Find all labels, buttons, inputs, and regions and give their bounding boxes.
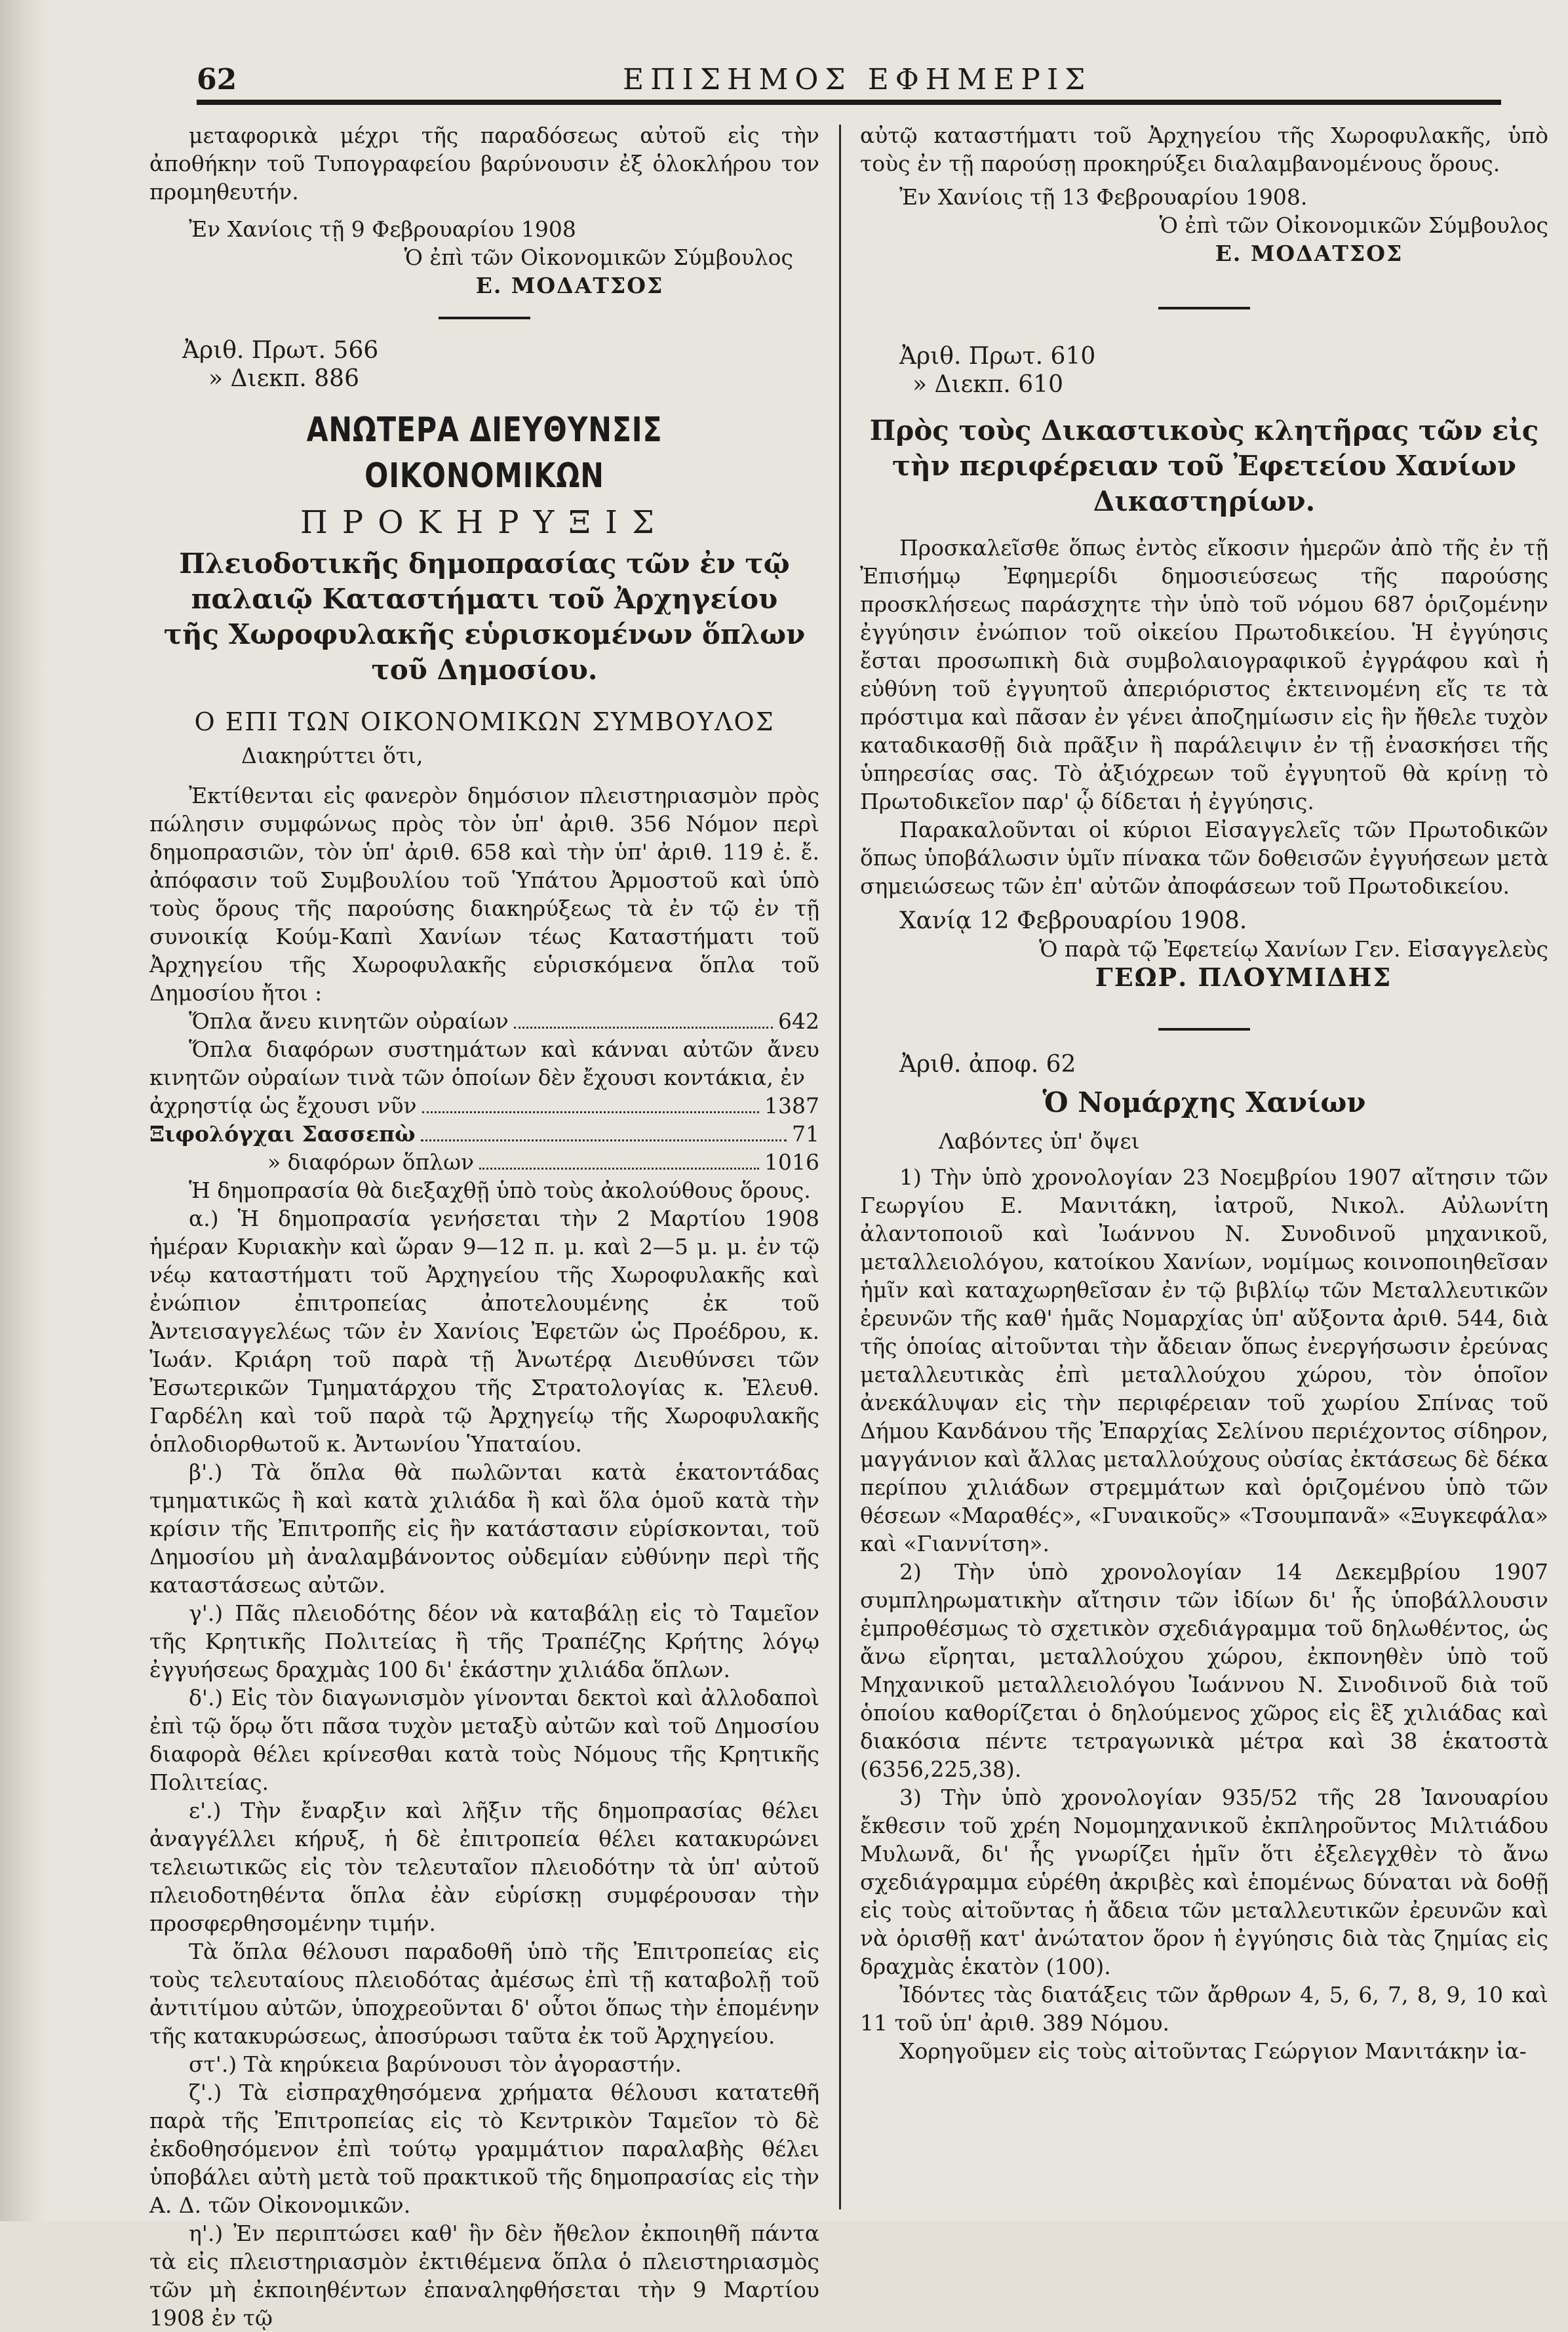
item-label: Ξιφολόγχαι Σασσεπὼ [149, 1121, 416, 1147]
authority-heading: ΑΝΩΤΕΡΑ ΔΙΕΥΘΥΝΣΙΣ ΟΙΚΟΝΟΜΙΚΩΝ [306, 410, 663, 496]
auction-paragraph-1: Ἐκτίθενται εἰς φανερὸν δημόσιον πλειστηριασμὸν πρὸς πώλησιν συμφώνως πρὸς τὸν ὑπ' ἀριθ. 356 Νόμον περὶ δημοπρασιῶν, τὸν ὑπ' ἀριθ. 658 καὶ τὴν ὑπ' ἀριθ. 119 ἐ. ἔ. ἀπόφασιν τοῦ Συμβουλίου τοῦ Ὑπάτου Ἀρμοστοῦ καὶ ὑπὸ τοὺς ὅρους τῆς παρούσης διακηρύξεως τὰ ἐν τῷ ἐν τῇ συνοικίᾳ Κούμ-Καπὶ Χανίων τέως Καταστήματι τοῦ Ἀρχηγείου τῆς Χωροφυλακῆς εὑρισκόμενα ὅπλα τοῦ Δημοσίου ἤτοι : [149, 783, 819, 1006]
item-label: ἀχρηστίᾳ ὡς ἔχουσι νῦν [149, 1093, 417, 1118]
prefect-paragraph-5: Χορηγοῦμεν εἰς τοὺς αἰτοῦντας Γεώργιον Μανιτάκην ἰα- [899, 2038, 1527, 2064]
bailiffs-place-date: Χανίᾳ 12 Φεβρουαρίου 1908. [899, 907, 1247, 934]
condition-e: ε'.) Τὴν ἔναρξιν καὶ λῆξιν τῆς δημοπρασίας θέλει ἀναγγέλλει κήρυξ, ἡ δὲ ἐπιτροπεία θέλει κατακυρώνει τελειωτικῶς εἰς τὸν τελευταῖον πλειοδότην τὰ ὑπ' αὐτοῦ πλειοδοτηθέντα ὅπλα ἐὰν εὑρίσκῃ συμφέρουσαν τὴν προσφερθησομένην τιμήν. [149, 1798, 819, 1936]
having-regard: Λαβόντες ὑπ' ὄψει [939, 1128, 1140, 1154]
prosecutor-title: Ὁ παρὰ τῷ Ἐφετείῳ Χανίων Γεν. Εἰσαγγελεὺς [1039, 936, 1548, 962]
separator-rule [1158, 1028, 1250, 1031]
condition-z: ζ'.) Τὰ εἰσπραχθησόμενα χρήματα θέλουσι κατατεθῆ παρὰ τῆς Ἐπιτροπείας εἰς τὸ Κεντρικὸν Ταμεῖον τὸ δὲ ἐκδοθησόμενον ἐπὶ τούτῳ γραμμάτιον παραλαβὴς θέλει ὑποβάλει αὐτὴ μετὰ τοῦ πρακτικοῦ τῆς δημοπρασίας εἰς τὴν Α. Δ. τῶν Οἰκονομικῶν. [149, 2080, 819, 2218]
auction-subject: Πλειοδοτικῆς δημοπρασίας τῶν ἐν τῷ παλαιῷ Καταστήματι τοῦ Ἀρχηγείου τῆς Χωροφυλακῆς εὑρισκομένων ὅπλων τοῦ Δημοσίου. [163, 547, 806, 686]
separator-rule [439, 317, 530, 319]
left-column [149, 121, 819, 2332]
separator-rule [1158, 307, 1250, 309]
prefect-paragraph-3: 3) Τὴν ὑπὸ χρονολογίαν 935/52 τῆς 28 Ἰανουαρίου ἔκθεσιν τοῦ χρέη Νομομηχανικοῦ ἐκπληροῦντος Μιλτιάδου Μυλωνᾶ, δι' ἧς γνωρίζει ἡμῖν ὅτι ἐξελεγχθὲν τὸ ἄνω σχεδιάγραμμα εὑρέθη ἀκριβὲς καὶ ἑπομένως δύναται νὰ δοθῇ εἰς τοὺς αἰτοῦντας ἡ ἄδεια τῶν μεταλλευτικῶν ἐρευνῶν καὶ νὰ ὁρισθῇ κατ' ἀνώτατον ὅρον ἡ ἐγγύησις διὰ τὰς ζημίας εἰς δραχμὰς ἑκατὸν (100). [860, 1785, 1548, 1979]
item-row [149, 1092, 819, 1120]
item-row [149, 1148, 819, 1176]
item-description: Ὅπλα διαφόρων συστημάτων καὶ κάνναι αὐτῶν ἄνευ κινητῶν οὐραίων τινὰ τῶν ὁποίων δὲν ἔχουσι κοντάκια, ἐν [149, 1037, 819, 1090]
item-quantity: 1387 [764, 1093, 819, 1118]
condition-c: γ'.) Πᾶς πλειοδότης δέον νὰ καταβάλῃ εἰς τὸ Ταμεῖον τῆς Κρητικῆς Πολιτείας ἢ τῆς Τραπέζης Κρήτης λόγῳ ἐγγυήσεως δραχμὰς 100 δι' ἑκάστην χιλιάδα ὅπλων. [149, 1600, 819, 1682]
item-quantity: 642 [778, 1008, 819, 1034]
dispatch-number: » Διεκπ. 886 [208, 365, 359, 392]
left-place-date: Ἐν Χανίοις τῇ 9 Φεβρουαρίου 1908 [189, 216, 576, 242]
column-divider [839, 125, 841, 2209]
item-quantity: 1016 [764, 1149, 819, 1175]
condition-b: β'.) Τὰ ὅπλα θὰ πωλῶνται κατὰ ἑκατοντάδας τμηματικῶς ἢ καὶ κατὰ χιλιάδα ἢ καὶ ὅλα ὁμοῦ κατὰ τὴν κρίσιν τῆς Ἐπιτροπῆς εἰς ἣν κατάστασιν εὑρίσκονται, τοῦ Δημοσίου μὴ ἀναλαμβάνοντος οὐδεμίαν εὐθύνην περὶ τῆς καταστάσεως αὐτῶν. [149, 1459, 819, 1598]
condition-e-continued: Τὰ ὅπλα θέλουσι παραδοθῆ ὑπὸ τῆς Ἐπιτροπείας εἰς τοὺς τελευταίους πλειοδότας ἀμέσως ἐπὶ τῇ καταβολῇ τοῦ ἀντιτίμου αὐτῶν, ὑποχρεοῦνται δ' οὗτοι ὅπως τὴν ἑπομένην τῆς κατακυρώσεως, ἀποσύρωσι ταῦτα ἐκ τοῦ Ἀρχηγείου. [149, 1939, 819, 2049]
dispatch-number: » Διεκπ. 610 [912, 371, 1063, 398]
prosecutor-name: ΓΕΩΡ. ΠΛΟΥΜΙΔΗΣ [1095, 962, 1392, 992]
right-place-date: Ἐν Χανίοις τῇ 13 Φεβρουαρίου 1908. [899, 184, 1308, 210]
prefect-paragraph-2: 2) Τὴν ὑπὸ χρονολογίαν 14 Δεκεμβρίου 1907 συμπληρωματικὴν αἴτησιν τῶν ἰδίων δι' ἧς ὑποβάλλουσιν ἐμπροθέσμως τὸ σχετικὸν σχεδιάγραμμα τοῦ δηλωθέντος, ὡς ἄνω εἴρηται, μεταλλούχου χώρου, ἐκπονηθὲν ὑπὸ τοῦ Μηχανικοῦ μεταλλειολόγου Ἰωάννου Ν. Σινοδινοῦ διὰ τοῦ ὁποίου καθορίζεται ὁ δηλούμενος χῶρος εἰς ἓξ χιλιάδας καὶ διακόσια πέντε τετραγωνικὰ μέτρα καὶ 38 ἑκατοστὰ (6356,225,38). [860, 1559, 1548, 1782]
condition-st: στ'.) Τὰ κηρύκεια βαρύνουσι τὸν ἀγοραστήν. [189, 2051, 682, 2077]
notice-heading: ΠΡΟΚΗΡΥΞΙΣ [300, 504, 669, 541]
item-row [149, 1007, 819, 1035]
item-quantity: 71 [792, 1121, 819, 1147]
right-signature-name: Ε. ΜΟΔΑΤΣΟΣ [1215, 241, 1403, 266]
prefect-heading: Ὁ Νομάρχης Χανίων [1042, 1086, 1366, 1118]
page-number: 62 [197, 63, 237, 96]
running-title: ΕΠΙΣΗΜΟΣ ΕΦΗΜΕΡΙΣ [623, 63, 1092, 96]
bailiffs-paragraph-1: Προσκαλεῖσθε ὅπως ἐντὸς εἴκοσιν ἡμερῶν ἀπὸ τῆς ἐν τῇ Ἐπισήμῳ Ἐφημερίδι δημοσιεύσεως τῆς παρούσης προσκλήσεως παράσχητε τὴν ὑπὸ τοῦ νόμου 687 ὁριζομένην ἐγγύησιν ἐνώπιον τοῦ οἰκείου Πρωτοδικείου. Ἡ ἐγγύησις ἔσται προσωπικὴ διὰ συμβολαιογραφικοῦ ἐγγράφου καὶ ἡ εὐθύνη τοῦ ἐγγυητοῦ ἀπεριόριστος ἐκτεινομένη εἴς τε τὰ πρόστιμα καὶ πᾶσαν ἐν γένει ἀποζημίωσιν εἰς ἣν ἤθελε τυχὸν καταδικασθῇ διὰ πρᾶξιν ἢ παράλειψιν ἐν τῇ ἐνασκήσει τῆς ὑπηρεσίας σας. Τὸ ἀξιόχρεων τοῦ ἐγγυητοῦ θὰ κρίνῃ τὸ Πρωτοδικεῖον παρ' ᾧ δίδεται ἡ ἐγγύησις. [860, 535, 1548, 814]
condition-d: δ'.) Εἰς τὸν διαγωνισμὸν γίνονται δεκτοὶ καὶ ἀλλοδαποὶ ἐπὶ τῷ ὅρῳ ὅτι πᾶσα τυχὸν μεταξὺ αὐτῶν καὶ τοῦ Δημοσίου διαφορὰ θέλει κρίνεσθαι κατὰ τοὺς Νόμους τῆς Κρητικῆς Πολιτείας. [149, 1685, 819, 1795]
item-label: Ὅπλα ἄνευ κινητῶν οὐραίων [189, 1008, 509, 1034]
condition-a: α.) Ἡ δημοπρασία γενήσεται τὴν 2 Μαρτίου 1908 ἡμέραν Κυριακὴν καὶ ὥραν 9—12 π. μ. καὶ 2—5 μ. μ. ἐν τῷ νέῳ καταστήματι τοῦ Ἀρχηγείου τῆς Χωροφυλακῆς καὶ ἐνώπιον ἐπιτροπείας ἀποτελουμένης ἐκ τοῦ Ἀντεισαγγελέως τῶν ἐν Χανίοις Ἐφετῶν ὡς Προέδρου, κ. Ἰωάν. Κριάρη τοῦ παρὰ τῇ Ἀνωτέρᾳ Διευθύνσει τῶν Ἐσωτερικῶν Τμηματάρχου τῆς Στρατολογίας κ. Ἐλευθ. Γαρδέλη καὶ τοῦ παρὰ τῷ Ἀρχηγείῳ τῆς Χωροφυλακῆς ὁπλοδιορθωτοῦ κ. Ἀντωνίου Ὑπαταίου. [149, 1206, 819, 1457]
item-label: » διαφόρων ὅπλων [267, 1149, 475, 1175]
declares-line: Διακηρύττει ὅτι, [241, 743, 423, 768]
right-signature-title: Ὁ ἐπὶ τῶν Οἰκονομικῶν Σύμβουλος [1159, 212, 1548, 238]
right-column [860, 121, 1548, 2065]
bailiffs-paragraph-2: Παρακαλοῦνται οἱ κύριοι Εἰσαγγελεῖς τῶν Πρωτοδικῶν ὅπως ὑποβάλωσιν ὑμῖν πίνακα τῶν δοθεισῶν ἐγγυήσεων μετὰ σημειώσεως τῶν ἐπ' αὐτῶν ἀποφάσεων τοῦ Πρωτοδικείου. [860, 817, 1548, 899]
protocol-number: Ἀριθ. Πρωτ. 566 [182, 337, 379, 364]
prefect-paragraph-1: 1) Τὴν ὑπὸ χρονολογίαν 23 Νοεμβρίου 1907 αἴτησιν τῶν Γεωργίου Ε. Μανιτάκη, ἰατροῦ, Νικολ. Αὐλωνίτη ἀλαντοποιοῦ καὶ Ἰωάννου Ν. Συνοδινοῦ μηχανικοῦ, μεταλλειολόγου, κατοίκου Χανίων, νομίμως κοινοποιηθεῖσαν ἡμῖν καὶ καταχωρηθεῖσαν ἐν τῷ βιβλίῳ τῶν Μεταλλευτικῶν ἐρευνῶν τῆς καθ' ἡμᾶς Νομαρχίας ὑπ' αὔξοντα ἀριθ. 544, διὰ τῆς ὁποίας αἰτοῦνται τὴν ἄδειαν ὅπως ἐνεργήσωσιν ἐρεύνας μεταλλευτικὰς ἐπὶ μεταλλούχου χώρου, τὸν ὁποῖον ἀνεκάλυψαν εἰς τὴν περιφέρειαν τοῦ χωρίου Σπίνας τοῦ Δήμου Κανδάνου τῆς Ἐπαρχίας Σελίνου περιέχοντος σίδηρον, μαγγάνιον καὶ ἄλλας μεταλλούχους οὐσίας ἐκτάσεως δὲ δέκα περίπου χιλιάδων στρεμμάτων καὶ ὁριζομένου ὑπὸ τῶν θέσεων «Μαραθές», «Γυναικοῦς» «Τσουμπανᾶ» «Ξυγκεφάλα» καὶ «Γιαννίτση». [860, 1164, 1548, 1556]
right-intro: αὐτῷ καταστήματι τοῦ Ἀρχηγείου τῆς Χωροφυλακῆς, ὑπὸ τοὺς ἐν τῇ παρούσῃ προκηρύξει διαλαμβανομένους ὅρους. [860, 123, 1548, 176]
condition-i: η'.) Ἐν περιπτώσει καθ' ἣν δὲν ἤθελον ἐκποιηθῆ πάντα τὰ εἰς πλειστηριασμὸν ἐκτιθέμενα ὅπλα ὁ πλειστηριασμὸς τῶν μὴ ἐκποιηθέντων ἐπαναληφθήσεται τὴν 9 Μαρτίου 1908 ἐν τῷ [149, 2221, 819, 2331]
item-row [149, 1120, 819, 1148]
bailiffs-heading: Πρὸς τοὺς Δικαστικοὺς κλητῆρας τῶν εἰς τὴν περιφέρειαν τοῦ Ἐφετείου Χανίων Δικαστηρίων. [869, 414, 1539, 517]
left-intro: μεταφορικὰ μέχρι τῆς παραδόσεως αὐτοῦ εἰς τὴν ἀποθήκην τοῦ Τυπογραφείου βαρύνουσιν ἐξ ὁλοκλήρου τον προμηθευτήν. [149, 123, 819, 205]
page-header [197, 58, 1508, 104]
left-signature-title: Ὁ ἐπὶ τῶν Οἰκονομικῶν Σύμβουλος [404, 245, 793, 270]
prefect-paragraph-4: Ἰδόντες τὰς διατάξεις τῶν ἄρθρων 4, 5, 6, 7, 8, 9, 10 καὶ 11 τοῦ ὑπ' ἀριθ. 389 Νόμου. [860, 1982, 1548, 2036]
protocol-number: Ἀριθ. Πρωτ. 610 [899, 343, 1096, 370]
page-binding-shadow [0, 0, 46, 2221]
header-rule [197, 100, 1501, 105]
decision-number: Ἀριθ. ἀποφ. 62 [899, 1051, 1076, 1078]
conditions-intro: Ἡ δημοπρασία θὰ διεξαχθῇ ὑπὸ τοὺς ἀκολούθους ὅρους. [189, 1177, 811, 1203]
left-signature-name: Ε. ΜΟΔΑΤΣΟΣ [475, 273, 664, 298]
official-heading: Ο ΕΠΙ ΤΩΝ ΟΙΚΟΝΟΜΙΚΩΝ ΣΥΜΒΟΥΛΟΣ [194, 707, 775, 736]
